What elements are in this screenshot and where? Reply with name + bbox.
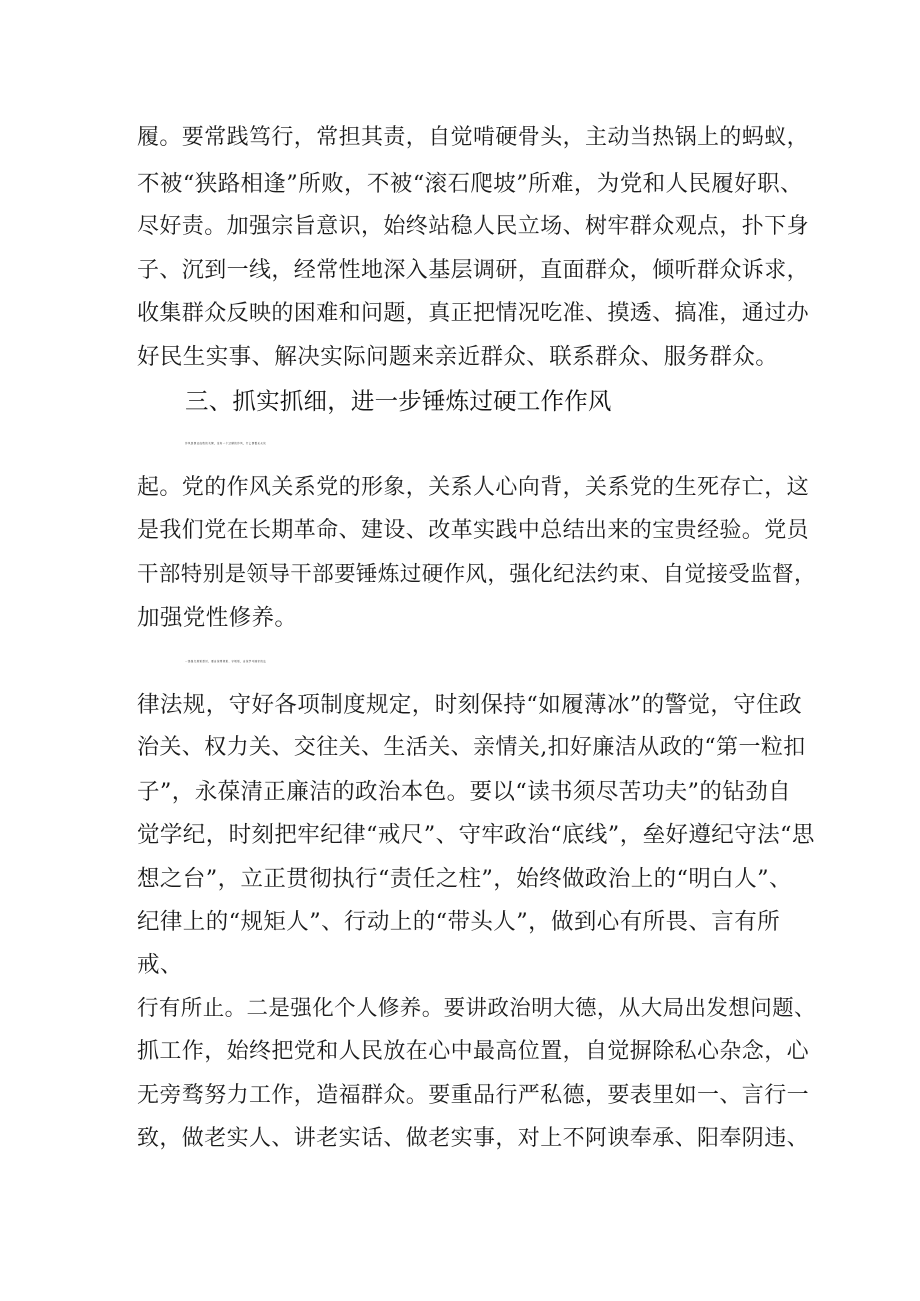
para1-line-6: 好民生实事、解决实际问题来亲近群众、联系群众、服务群众。 xyxy=(137,344,779,370)
para3-line-8: 戒、 xyxy=(137,952,183,978)
para3-line-7: 纪律上的“规矩人”、行动上的“带头人”，做到心有所畏、言有所 xyxy=(137,909,781,935)
para4-line-2: 抓工作，始终把党和人民放在心中最高位置，自觉摒除私心杂念，心 xyxy=(137,1039,810,1064)
para1-line-2: 不被“狭路相逢”所败，不被“滚石爬坡”所难，为党和人民履好职、 xyxy=(137,171,803,197)
para4-line-4: 致，做老实人、讲老实话、做老实事，对上不阿谀奉承、阳奉阴违、 xyxy=(137,1126,810,1151)
section-heading-3: 三、抓实抓细，进一步锤炼过硬工作作风 xyxy=(185,387,612,415)
para2-line-1: 作风是事业成败的关键，没有一个过硬的作风，什么事都无从谈 xyxy=(185,442,267,445)
para4-line-1: 行有所止。二是强化个人修养。要讲政治明大德，从大局出发想问题、 xyxy=(137,996,816,1021)
para3-line-3: 治关、权力关、交往关、生活关、亲情关,扣好廉洁从政的“第一粒扣 xyxy=(137,735,806,760)
para3-line-4: 子”，永葆清正廉洁的政治本色。要以“读书须尽苦功夫”的钻劲自 xyxy=(137,779,792,805)
para2-line-4: 干部特别是领导干部要锤炼过硬作风，强化纪法约束、自觉接受监督， xyxy=(137,562,816,587)
para3-line-6: 想之台”，立正贯彻执行“责任之柱”，始终做政治上的“明白人”、 xyxy=(137,866,792,892)
para1-line-5: 收集群众反映的困难和问题，真正把情况吃准、摸透、搞准，通过办 xyxy=(137,301,810,326)
para3-line-2: 律法规，守好各项制度规定，时刻保持“如履薄冰”的警觉，守住政 xyxy=(137,692,803,718)
para2-line-5: 加强党性修养。 xyxy=(137,605,298,631)
para1-line-3: 尽好责。加强宗旨意识，始终站稳人民立场、树牢群众观点，扑下身 xyxy=(137,214,810,239)
para3-line-1: 一是强化规矩意识。要自觉明规矩、守规矩，自觉学习国家的法 xyxy=(185,660,267,663)
para2-line-2: 起。党的作风关系党的形象，关系人心向背，关系党的生死存亡，这 xyxy=(137,475,810,500)
para1-line-4: 子、沉到一线，经常性地深入基层调研，直面群众，倾听群众诉求， xyxy=(137,258,810,283)
para2-line-3: 是我们党在长期革命、建设、改革实践中总结出来的宝贵经验。党员 xyxy=(137,518,810,543)
para4-line-3: 无旁骛努力工作，造福群众。要重品行严私德，要表里如一、言行一 xyxy=(137,1083,810,1108)
para3-line-5: 觉学纪，时刻把牢纪律“戒尺”、守牢政治“底线”，垒好遵纪守法“思 xyxy=(137,822,815,848)
para1-line-1: 履。要常践笃行，常担其责，自觉啃硬骨头，主动当热锅上的蚂蚁， xyxy=(137,125,810,150)
